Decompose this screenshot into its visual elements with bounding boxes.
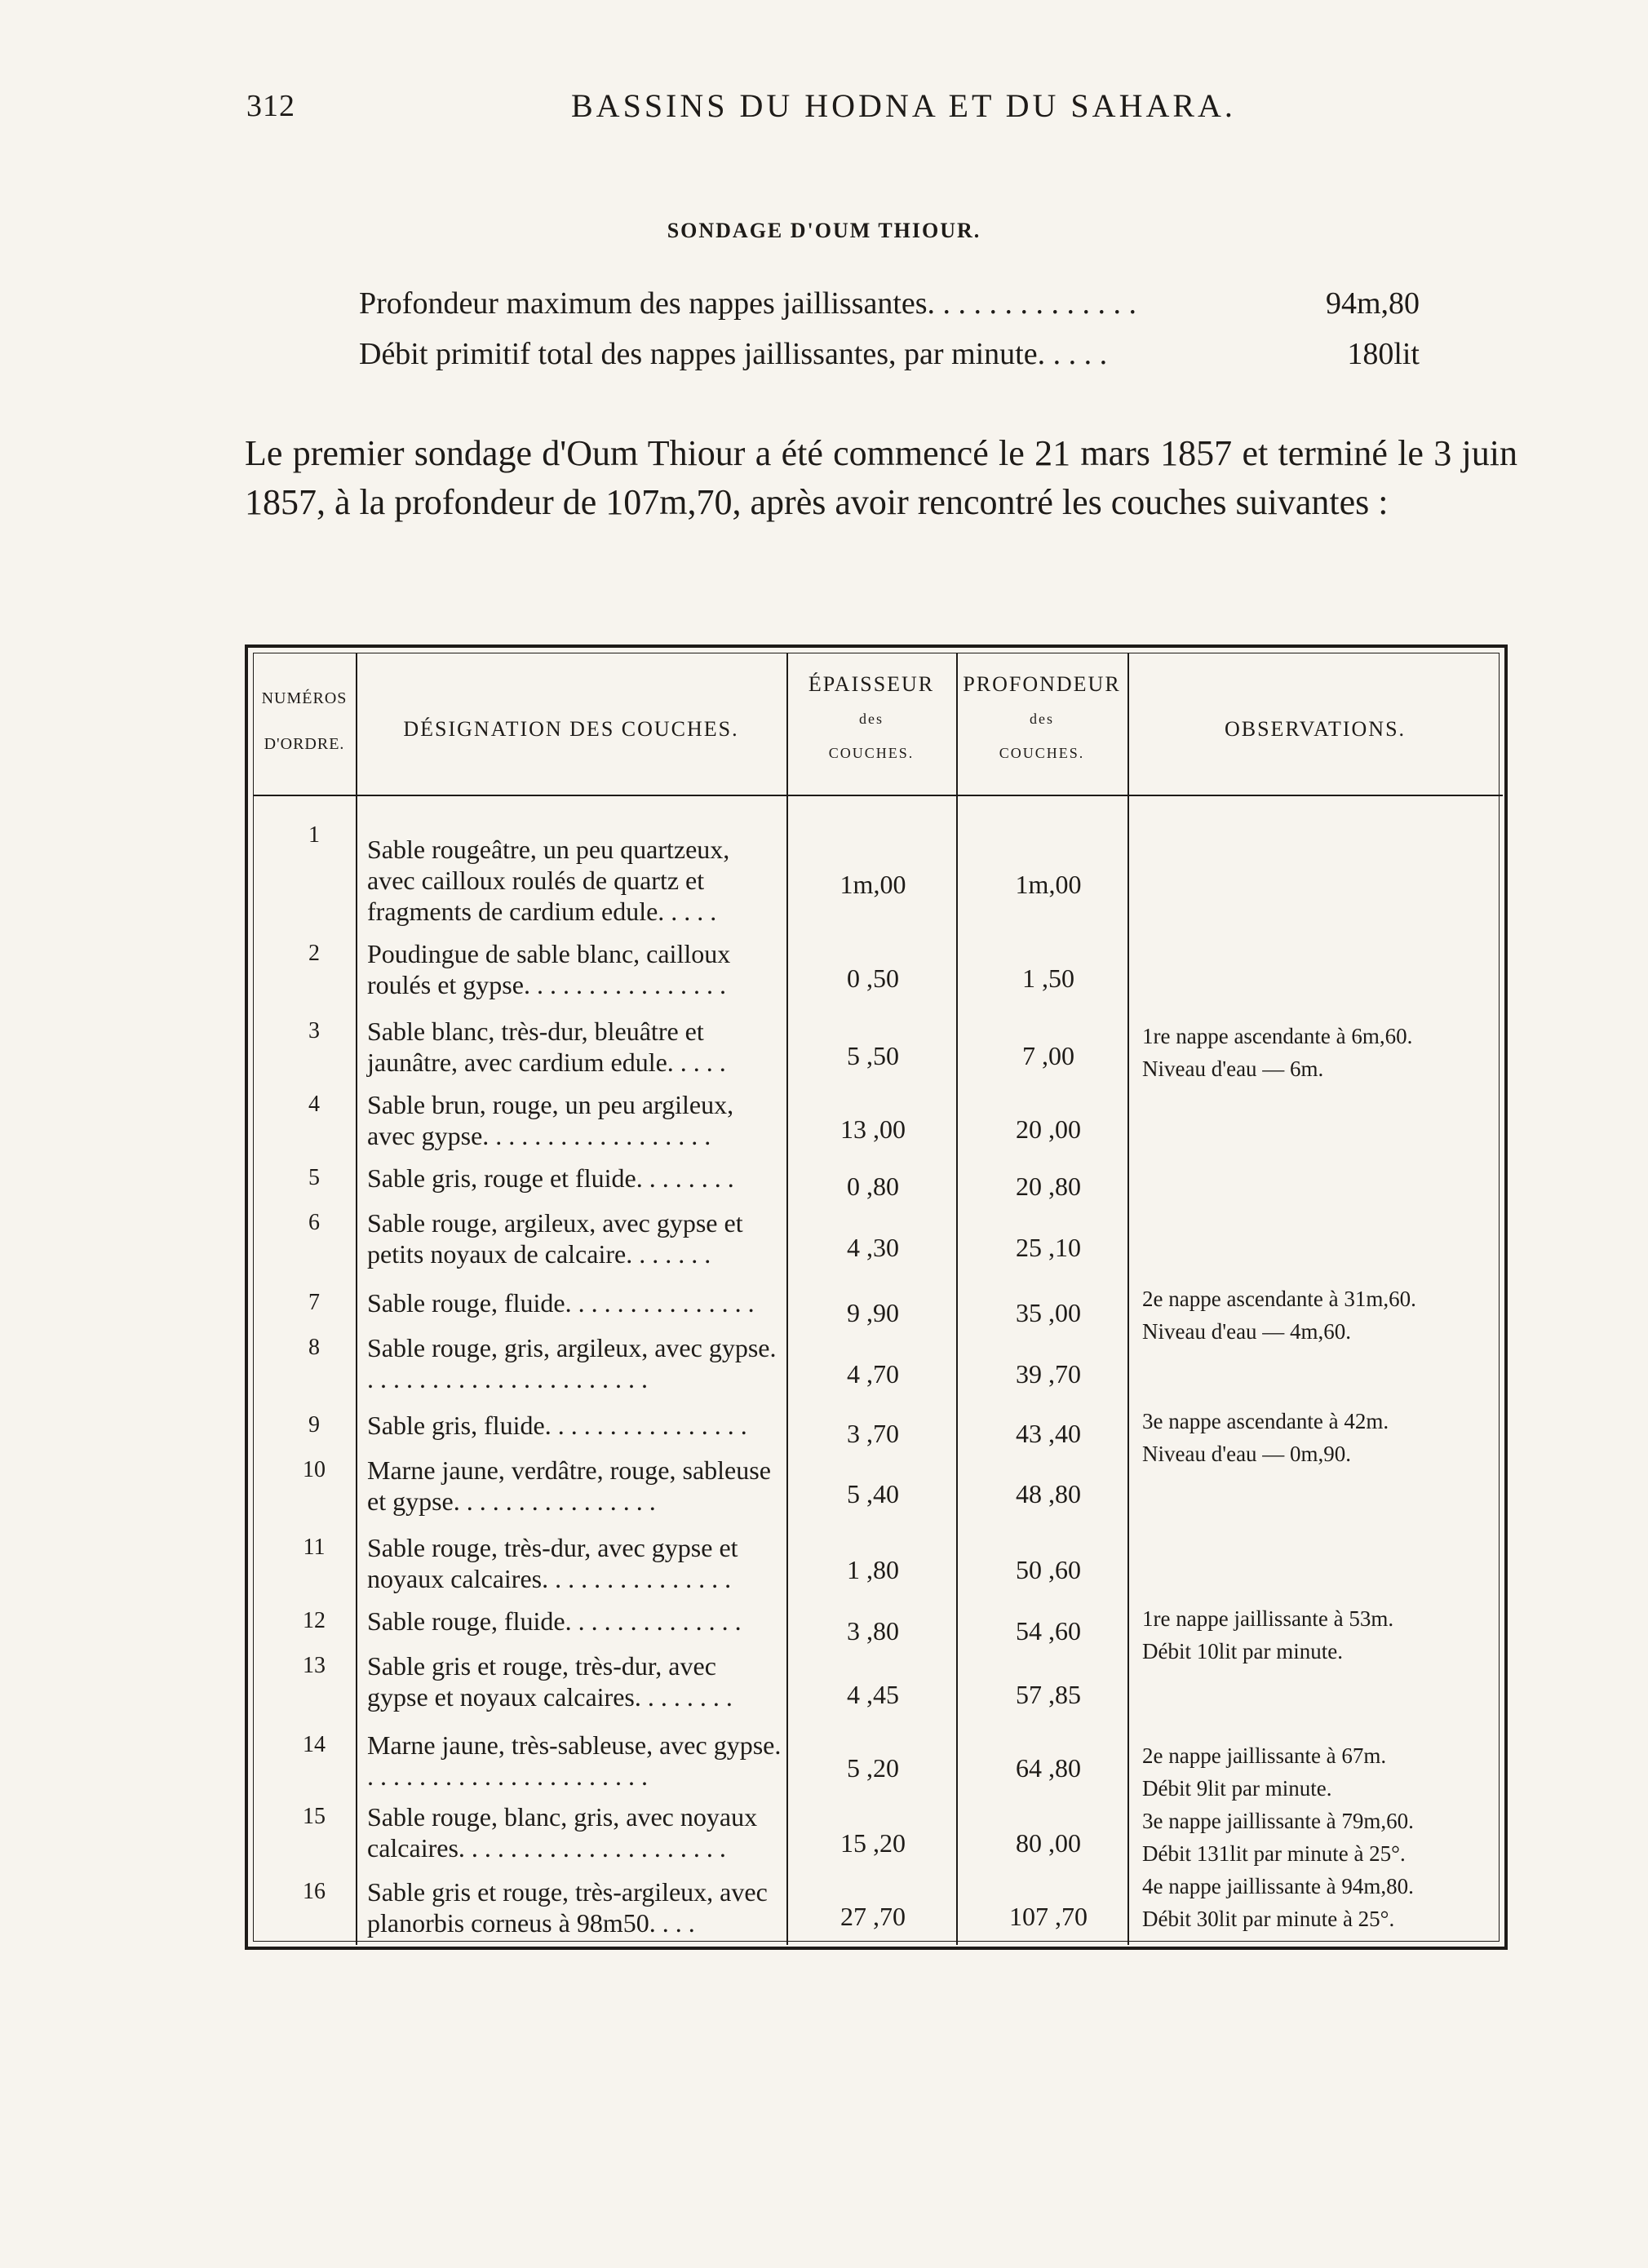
row-designation: Sable rouge, argileux, avec gypse et petits noyaux de calcaire. . . . . . . bbox=[367, 1208, 743, 1269]
row-profondeur: 50 ,60 bbox=[1016, 1555, 1081, 1584]
row-epaisseur: 4 ,30 bbox=[847, 1233, 899, 1262]
row-profondeur: 25 ,10 bbox=[1016, 1233, 1081, 1262]
summary-label: Débit primitif total des nappes jaillissantes, par minute. . . . . bbox=[359, 337, 1108, 371]
row-designation: Sable gris et rouge, très-argileux, avec planorbis corneus à 98m50. . . . bbox=[367, 1877, 768, 1938]
observation-note bbox=[1142, 1739, 1485, 1805]
running-head: BASSINS DU HODNA ET DU SAHARA. bbox=[571, 87, 1236, 124]
row-number: 4 bbox=[308, 1092, 320, 1117]
row-designation: Sable gris et rouge, très-dur, avec gypse et noyaux calcaires. . . . . . . . bbox=[367, 1651, 733, 1712]
column-rule bbox=[956, 653, 958, 1945]
header-observations: OBSERVATIONS. bbox=[1224, 717, 1407, 741]
observation-line: 4e nappe jaillissante à 94m,80. bbox=[1142, 1874, 1414, 1898]
row-number: 16 bbox=[303, 1879, 326, 1904]
header-profondeur bbox=[956, 667, 1127, 770]
row-profondeur: 39 ,70 bbox=[1016, 1359, 1081, 1389]
row-profondeur: 57 ,85 bbox=[1016, 1680, 1081, 1709]
header-text: COUCHES. bbox=[828, 745, 915, 761]
row-profondeur: 7 ,00 bbox=[1022, 1041, 1074, 1070]
row-number: 6 bbox=[308, 1210, 320, 1235]
observation-line: 3e nappe jaillissante à 79m,60. bbox=[1142, 1809, 1414, 1833]
observation-line: Débit 30lit par minute à 25°. bbox=[1142, 1907, 1395, 1931]
row-number: 11 bbox=[303, 1535, 326, 1560]
header-text: des bbox=[859, 711, 884, 727]
row-profondeur: 35 ,00 bbox=[1016, 1298, 1081, 1327]
row-epaisseur: 15 ,20 bbox=[840, 1828, 906, 1858]
observation-line: 1re nappe jaillissante à 53m. bbox=[1142, 1606, 1394, 1631]
row-number: 13 bbox=[303, 1653, 326, 1678]
row-number: 5 bbox=[308, 1165, 320, 1190]
row-number: 7 bbox=[308, 1290, 320, 1315]
row-profondeur: 80 ,00 bbox=[1016, 1828, 1081, 1858]
header-text: NUMÉROS bbox=[261, 689, 348, 707]
row-designation: Marne jaune, très-sableuse, avec gypse. . . . . . . . . . . . . . . . . . . . . . . bbox=[367, 1730, 782, 1791]
row-profondeur: 54 ,60 bbox=[1016, 1616, 1081, 1646]
row-number: 2 bbox=[308, 941, 320, 966]
row-designation: Sable rougeâtre, un peu quartzeux, avec cailloux roulés de quartz et fragments de cardium edule. . . . . bbox=[367, 835, 730, 926]
summary-line-debit bbox=[359, 336, 1420, 372]
row-number: 1 bbox=[308, 822, 320, 848]
header-designation: DÉSIGNATION DES COUCHES. bbox=[403, 717, 739, 741]
summary-value: 180lit bbox=[1347, 337, 1420, 371]
observation-line: Débit 131lit par minute à 25°. bbox=[1142, 1841, 1406, 1866]
row-epaisseur: 4 ,45 bbox=[847, 1680, 899, 1709]
row-designation: Sable rouge, très-dur, avec gypse et noyaux calcaires. . . . . . . . . . . . . . . bbox=[367, 1533, 738, 1593]
row-designation: Sable brun, rouge, un peu argileux, avec gypse. . . . . . . . . . . . . . . . . . bbox=[367, 1090, 734, 1150]
summary-label: Profondeur maximum des nappes jaillissantes. . . . . . . . . . . . . . bbox=[359, 286, 1137, 321]
observation-line: Niveau d'eau — 6m. bbox=[1142, 1056, 1324, 1081]
observation-line: 2e nappe jaillissante à 67m. bbox=[1142, 1743, 1387, 1768]
row-designation: Poudingue de sable blanc, cailloux roulés et gypse. . . . . . . . . . . . . . . . bbox=[367, 939, 731, 999]
row-profondeur: 43 ,40 bbox=[1016, 1419, 1081, 1448]
header-text: D'ORDRE. bbox=[264, 735, 345, 753]
row-profondeur: 48 ,80 bbox=[1016, 1479, 1081, 1508]
row-epaisseur: 0 ,50 bbox=[847, 963, 899, 993]
row-epaisseur: 0 ,80 bbox=[847, 1172, 899, 1201]
row-designation: Sable rouge, blanc, gris, avec noyaux calcaires. . . . . . . . . . . . . . . . . . . . . bbox=[367, 1802, 758, 1863]
column-rule bbox=[786, 653, 788, 1945]
observation-line: Débit 9lit par minute. bbox=[1142, 1776, 1332, 1801]
header-text: PROFONDEUR bbox=[963, 672, 1121, 696]
header-numeros bbox=[253, 680, 356, 762]
row-profondeur: 64 ,80 bbox=[1016, 1753, 1081, 1783]
row-designation: Sable gris, rouge et fluide. . . . . . . . bbox=[367, 1163, 734, 1193]
header-text: COUCHES. bbox=[999, 745, 1085, 761]
observation-line: Débit 10lit par minute. bbox=[1142, 1639, 1343, 1663]
row-number: 8 bbox=[308, 1335, 320, 1360]
header-text: des bbox=[1030, 711, 1054, 727]
row-number: 12 bbox=[303, 1608, 326, 1633]
row-designation: Sable rouge, fluide. . . . . . . . . . . . . . bbox=[367, 1606, 742, 1636]
summary-value: 94m,80 bbox=[1325, 286, 1420, 321]
observation-line: 2e nappe ascendante à 31m,60. bbox=[1142, 1287, 1416, 1311]
row-designation: Sable rouge, gris, argileux, avec gypse. . . . . . . . . . . . . . . . . . . . . . . bbox=[367, 1333, 777, 1393]
row-number: 14 bbox=[303, 1732, 326, 1757]
row-epaisseur: 13 ,00 bbox=[840, 1114, 906, 1144]
row-profondeur: 20 ,00 bbox=[1016, 1114, 1081, 1144]
observation-line: 1re nappe ascendante à 6m,60. bbox=[1142, 1024, 1413, 1048]
observation-line: Niveau d'eau — 0m,90. bbox=[1142, 1442, 1352, 1466]
row-profondeur: 1m,00 bbox=[1015, 870, 1082, 899]
observation-note bbox=[1142, 1602, 1485, 1668]
column-rule bbox=[356, 653, 357, 1945]
header-text: ÉPAISSEUR bbox=[808, 672, 935, 696]
row-epaisseur: 5 ,40 bbox=[847, 1479, 899, 1508]
header-rule bbox=[253, 795, 1503, 796]
row-epaisseur: 3 ,80 bbox=[847, 1616, 899, 1646]
row-profondeur: 1 ,50 bbox=[1022, 963, 1074, 993]
row-designation: Sable rouge, fluide. . . . . . . . . . . . . . . bbox=[367, 1288, 755, 1318]
observation-note bbox=[1142, 1405, 1485, 1470]
row-designation: Sable gris, fluide. . . . . . . . . . . . . . . . bbox=[367, 1411, 747, 1440]
row-number: 15 bbox=[303, 1804, 326, 1829]
row-profondeur: 20 ,80 bbox=[1016, 1172, 1081, 1201]
row-epaisseur: 3 ,70 bbox=[847, 1419, 899, 1448]
row-epaisseur: 1 ,80 bbox=[847, 1555, 899, 1584]
row-epaisseur: 5 ,20 bbox=[847, 1753, 899, 1783]
observation-note bbox=[1142, 1282, 1485, 1348]
header-epaisseur bbox=[786, 667, 956, 770]
observation-line: 3e nappe ascendante à 42m. bbox=[1142, 1409, 1389, 1433]
observation-line: Niveau d'eau — 4m,60. bbox=[1142, 1319, 1352, 1344]
summary-line-depth bbox=[359, 286, 1420, 321]
row-epaisseur: 9 ,90 bbox=[847, 1298, 899, 1327]
row-number: 10 bbox=[303, 1457, 326, 1482]
row-number: 3 bbox=[308, 1018, 320, 1043]
row-number: 9 bbox=[308, 1412, 320, 1437]
observation-note bbox=[1142, 1805, 1485, 1870]
row-epaisseur: 27 ,70 bbox=[840, 1902, 906, 1931]
observation-note bbox=[1142, 1020, 1485, 1085]
intro-paragraph: Le premier sondage d'Oum Thiour a été commencé le 21 mars 1857 et terminé le 3 juin 1857, à la profondeur de 107m,70, après avoir rencontré les couches suivantes : bbox=[245, 433, 1517, 522]
page-number: 312 bbox=[246, 89, 295, 123]
section-title: SONDAGE D'OUM THIOUR. bbox=[667, 219, 981, 242]
row-epaisseur: 5 ,50 bbox=[847, 1041, 899, 1070]
row-epaisseur: 1m,00 bbox=[840, 870, 906, 899]
row-designation: Sable blanc, très-dur, bleuâtre et jaunâtre, avec cardium edule. . . . . bbox=[367, 1017, 726, 1077]
row-designation: Marne jaune, verdâtre, rouge, sableuse et gypse. . . . . . . . . . . . . . . . bbox=[367, 1455, 771, 1516]
observation-note bbox=[1142, 1870, 1485, 1935]
row-epaisseur: 4 ,70 bbox=[847, 1359, 899, 1389]
row-profondeur: 107 ,70 bbox=[1009, 1902, 1088, 1931]
